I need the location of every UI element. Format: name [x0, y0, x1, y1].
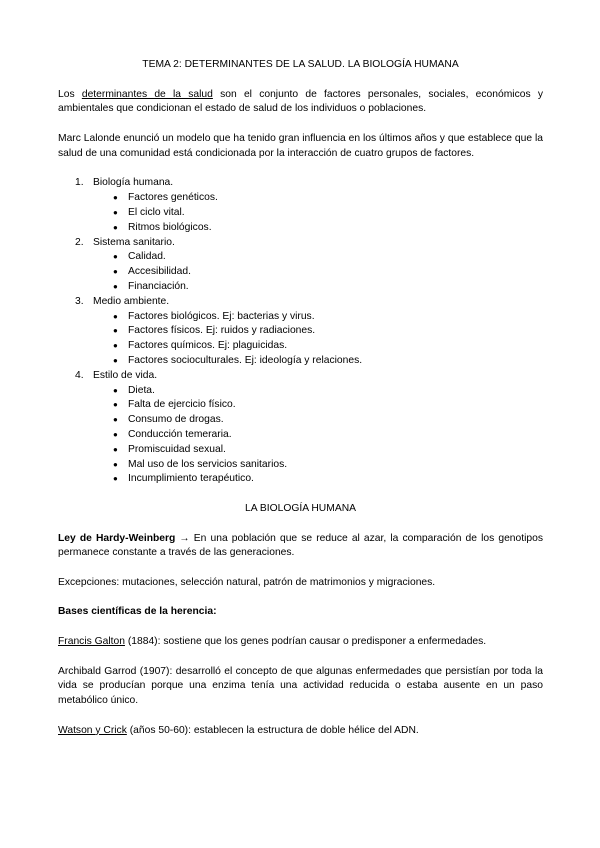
bullet-icon: ●	[113, 341, 118, 351]
factor-text: Factores genéticos.	[128, 192, 218, 204]
factor-item	[93, 339, 543, 354]
factor-item	[93, 191, 543, 206]
factor-item	[93, 206, 543, 221]
factor-list	[93, 384, 543, 488]
factor-text: Incumplimiento terapéutico.	[128, 473, 254, 485]
factor-text: El ciclo vital.	[128, 206, 185, 218]
factor-item	[93, 280, 543, 295]
factor-item	[93, 413, 543, 428]
factor-item	[93, 398, 543, 413]
determinantes-term: determinantes de la salud	[81, 88, 213, 100]
factor-text: Calidad.	[128, 251, 166, 263]
factor-item	[93, 472, 543, 487]
galton-paragraph	[58, 635, 543, 650]
lalonde-paragraph: Marc Lalonde enunció un modelo que ha tenido gran influencia en los últimos años y que establece que la salud de una comunidad está condicionada por la interacción de cuatro grupos de factores.	[58, 132, 543, 159]
intro-paragraph	[58, 88, 543, 118]
factor-text: Promiscuidad sexual.	[128, 443, 226, 455]
bullet-icon: ●	[113, 415, 118, 425]
bullet-icon: ●	[113, 326, 118, 336]
bullet-icon: ●	[113, 252, 118, 262]
group-label: Medio ambiente.	[93, 295, 170, 307]
factor-text: Falta de ejercicio físico.	[128, 399, 236, 411]
factor-item	[93, 354, 543, 369]
galton-text: (1884): sostiene que los genes podrían causar o predisponer a enfermedades.	[124, 636, 487, 648]
section-title-biologia: LA BIOLOGÍA HUMANA	[244, 502, 356, 514]
factor-item	[93, 250, 543, 265]
hardy-weinberg-term: Ley de Hardy-Weinberg	[58, 532, 176, 544]
factor-item	[93, 221, 543, 236]
factor-text: Factores socioculturales. Ej: ideología y relaciones.	[128, 354, 363, 366]
factor-text: Financiación.	[128, 280, 189, 292]
garrod-paragraph: Archibald Garrod (1907): desarrolló el concepto de que algunas enfermedades que persistían por toda la vida se producían porque una enzima tenía una actividad reducida o estaba ausente en un paso metabólico único.	[58, 665, 543, 707]
group-label: Estilo de vida.	[93, 369, 158, 381]
bullet-icon: ●	[113, 429, 118, 439]
bullet-icon: ●	[113, 311, 118, 321]
factor-text: Accesibilidad.	[128, 266, 191, 278]
factor-list	[93, 191, 543, 235]
bullet-icon: ●	[113, 281, 118, 291]
bullet-icon: ●	[113, 400, 118, 410]
intro-pre: Los	[58, 88, 82, 100]
factor-item	[93, 428, 543, 443]
bullet-icon: ●	[113, 459, 118, 469]
factor-text: Conducción temeraria.	[128, 428, 232, 440]
bullet-icon: ●	[113, 474, 118, 484]
factor-text: Factores físicos. Ej: ruidos y radiaciones.	[128, 325, 316, 337]
factor-text: Dieta.	[128, 384, 155, 396]
document-content	[58, 58, 543, 739]
bullet-icon: ●	[113, 385, 118, 395]
factor-item	[93, 310, 543, 325]
factor-item	[93, 384, 543, 399]
factor-list	[93, 310, 543, 369]
hardy-weinberg-paragraph	[58, 532, 543, 562]
bullet-icon: ●	[113, 193, 118, 203]
factor-list	[93, 250, 543, 294]
galton-name: Francis Galton	[58, 636, 125, 648]
bullet-icon: ●	[113, 267, 118, 277]
hardy-weinberg-text: → En una población que se reduce al azar, la comparación de los genotipos permanece constante a través de las generaciones.	[58, 532, 543, 559]
bases-heading: Bases científicas de la herencia:	[58, 606, 217, 618]
factor-text: Ritmos biológicos.	[128, 221, 212, 233]
bullet-icon: ●	[113, 207, 118, 217]
group-item	[58, 369, 543, 487]
excepciones-paragraph: Excepciones: mutaciones, selección natural, patrón de matrimonios y migraciones.	[58, 576, 436, 588]
watson-crick-name: Watson y Crick	[58, 724, 127, 736]
document-title: TEMA 2: DETERMINANTES DE LA SALUD. LA BIOLOGÍA HUMANA	[142, 59, 459, 70]
watson-crick-paragraph	[58, 724, 543, 739]
group-number: 3.	[75, 295, 84, 307]
intro-post: son el conjunto de factores personales, sociales, económicos y ambientales que condicionan el estado de salud de los individuos o poblaciones.	[58, 88, 544, 115]
group-item	[58, 295, 543, 369]
group-label: Sistema sanitario.	[93, 236, 175, 248]
factor-text: Consumo de drogas.	[128, 414, 224, 426]
group-number: 4.	[75, 369, 84, 381]
watson-crick-text: (años 50-60): establecen la estructura de doble hélice del ADN.	[126, 724, 419, 736]
factor-item	[93, 458, 543, 473]
group-label: Biología humana.	[93, 177, 174, 189]
factor-groups-list	[58, 176, 543, 487]
factor-text: Mal uso de los servicios sanitarios.	[128, 458, 288, 470]
factor-text: Factores biológicos. Ej: bacterias y virus.	[128, 310, 315, 322]
factor-item	[93, 324, 543, 339]
factor-text: Factores químicos. Ej: plaguicidas.	[128, 340, 288, 352]
group-number: 1.	[75, 177, 84, 189]
group-item	[58, 236, 543, 295]
group-number: 2.	[75, 236, 84, 248]
bullet-icon: ●	[113, 355, 118, 365]
factor-item	[93, 265, 543, 280]
group-item	[58, 176, 543, 235]
factor-item	[93, 443, 543, 458]
bullet-icon: ●	[113, 444, 118, 454]
bullet-icon: ●	[113, 222, 118, 232]
